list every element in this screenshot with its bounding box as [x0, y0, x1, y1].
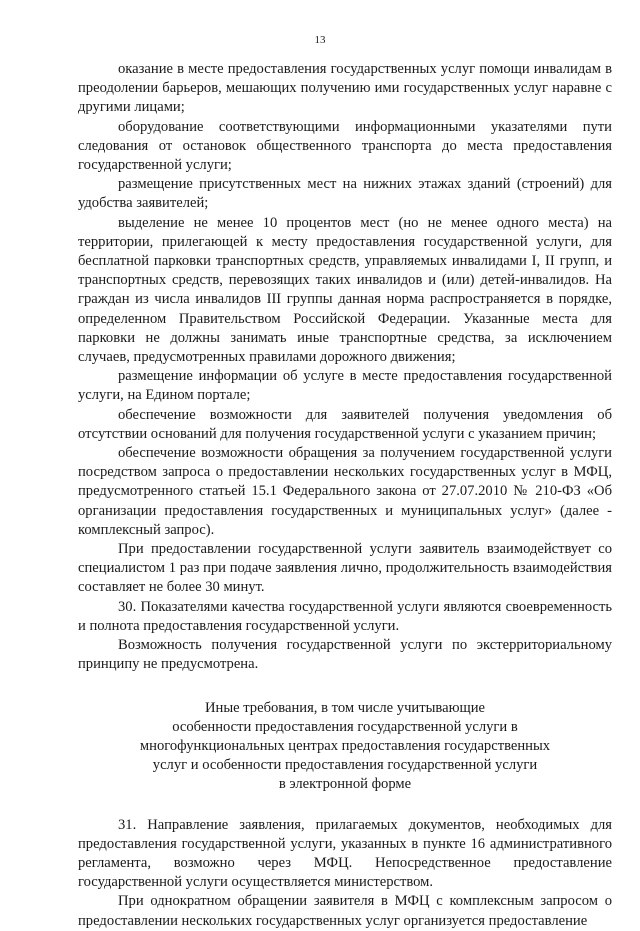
paragraph-extraterritorial: Возможность получения государственной услуги по экстерриториальному принципу не предусмотрена. [78, 637, 612, 673]
section-heading-line: услуг и особенности предоставления государственной услуги [152, 757, 538, 774]
paragraph-accessibility-assistance: оказание в месте предоставления государственных услуг помощи инвалидам в преодолении барьеров, мешающих получению ими государственных услуг наравне с другими лицами; [78, 61, 612, 116]
section-heading-line: особенности предоставления государственной услуги в [172, 718, 518, 735]
paragraph-disabled-parking: выделение не менее 10 процентов мест (но не менее одного места) на территории, прилегающей к месту предоставления государственной услуги, для бесплатной парковки транспортных средств, управляемых инвалидами I, II групп, и транспортных средств, перевозящих таких инвалидов и (или) детей-инвалидов. На граждан из числа инвалидов III группы данная норма распространяется в порядке, определенном Правительством Российской Федерации. Указанные места для парковки не должны занимать иные транспортные средства, за исключением случаев, предусмотренных правилами дорожного движения; [78, 214, 612, 366]
paragraph-complex-request: обеспечение возможности обращения за получением государственной услуги посредством запроса о предоставлении нескольких государственных услуг в МФЦ, предусмотренного статьей 15.1 Федерального закона от 27.07.2010 № 210-ФЗ «Об организации предоставления государственных и муниципальных услуг» (далее - комплексный запрос). [78, 445, 612, 538]
section-heading-line: в электронной форме [278, 776, 412, 793]
paragraph-single-request: При однократном обращении заявителя в МФЦ с комплексным запросом о предоставлении нескольких государственных услуг организуется предоставление [78, 893, 612, 929]
paragraph-specialist-interaction: При предоставлении государственной услуги заявитель взаимодействует со специалистом 1 раз при подаче заявления лично, продолжительность взаимодействия составляет не более 30 минут. [78, 541, 612, 596]
paragraph-30-quality-indicators: 30. Показателями качества государственной услуги являются своевременность и полнота предоставления государственной услуги. [78, 598, 612, 634]
document-body [78, 60, 612, 931]
paragraph-31-mfc-submission: 31. Направление заявления, прилагаемых документов, необходимых для предоставления государственной услуги, указанных в пункте 16 административного регламента, возможно через МФЦ. Непосредственное предоставление государственной услуги осуществляется министерством. [78, 816, 612, 891]
paragraph-refusal-notification: обеспечение возможности для заявителей получения уведомления об отсутствии оснований для получения государственной услуги с указанием причин; [78, 406, 612, 442]
section-heading-line: Иные требования, в том числе учитывающие [204, 699, 486, 716]
paragraph-service-information: размещение информации об услуге в месте предоставления государственной услуги, на Едином портале; [78, 368, 612, 404]
section-heading-line: многофункциональных центрах предоставления государственных [139, 737, 551, 754]
page-number: 13 [314, 34, 326, 46]
paragraph-information-signs: оборудование соответствующими информационными указателями пути следования от остановок общественного транспорта до места предоставления государственной услуги; [78, 118, 612, 174]
section-heading [78, 699, 612, 795]
paragraph-ground-floor-placement: размещение присутственных мест на нижних этажах зданий (строений) для удобства заявителей; [78, 176, 612, 212]
